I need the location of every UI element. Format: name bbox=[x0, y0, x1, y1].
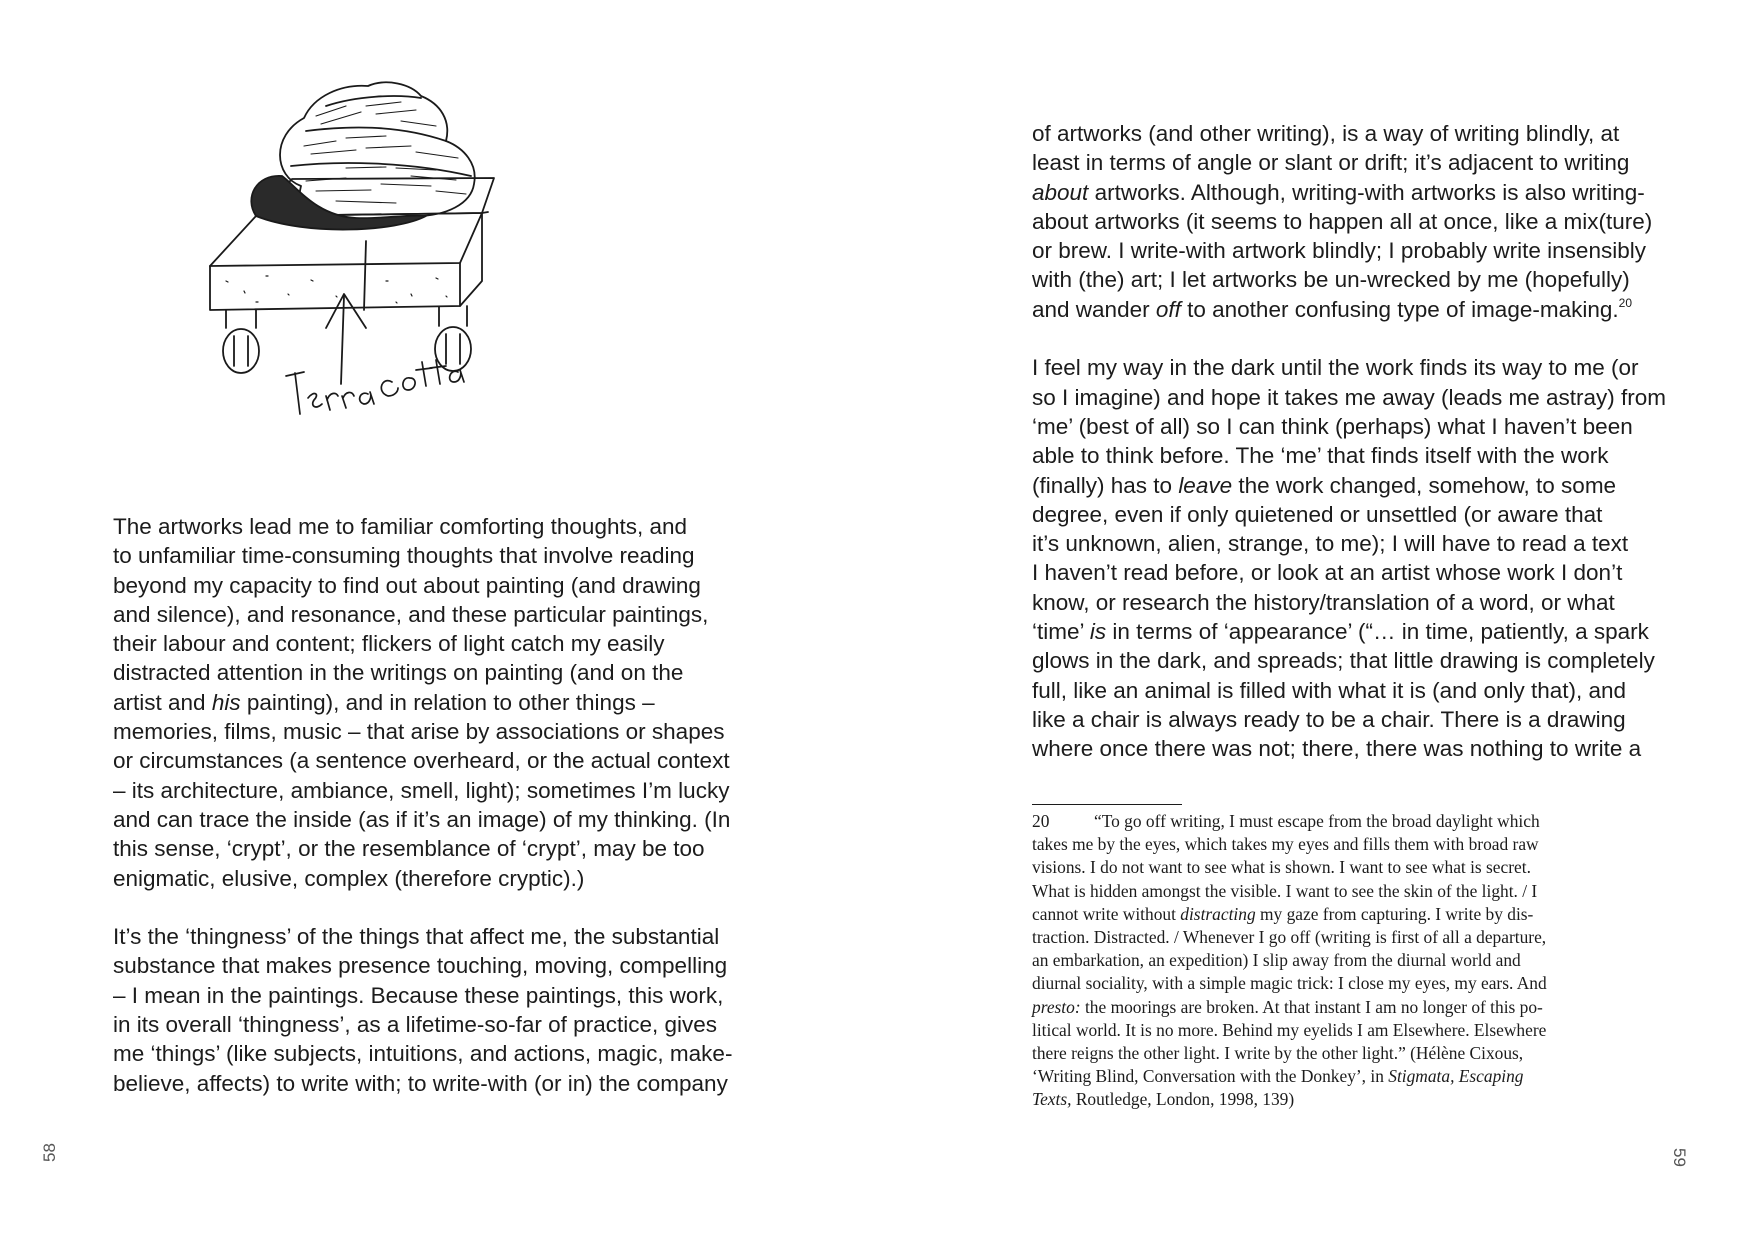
text-line: It’s the ‘thingness’ of the things that affect me, the substantial bbox=[113, 924, 720, 950]
footnote-line: an embarkation, an expedition) I slip away from the diurnal world and bbox=[1032, 950, 1521, 971]
text-line: I haven’t read before, or look at an artist whose work I don’t bbox=[1032, 560, 1623, 586]
text-line: degree, even if only quietened or unsettled (or aware that bbox=[1032, 501, 1603, 527]
text-line: of artworks (and other writing), is a way of writing blindly, at bbox=[1032, 121, 1620, 146]
text-line: their labour and content; flickers of light catch my easily bbox=[113, 631, 665, 657]
footnote bbox=[1032, 810, 1652, 1112]
page-number: 59 bbox=[1670, 1148, 1689, 1167]
text-line: me ‘things’ (like subjects, intuitions, and actions, magic, make- bbox=[113, 1041, 733, 1067]
text-line: to unfamiliar time-consuming thoughts that involve reading bbox=[113, 543, 695, 569]
text-line: in its overall ‘thingness’, as a lifetime-so-far of practice, gives bbox=[113, 1012, 717, 1038]
text-line: I feel my way in the dark until the work finds its way to me (or bbox=[1032, 355, 1639, 381]
right-page bbox=[874, 0, 1748, 1240]
footnote-line: visions. I do not want to see what is shown. I want to see what is secret. bbox=[1032, 857, 1531, 878]
footnote-divider bbox=[1032, 804, 1182, 805]
footnote-line: ‘Writing Blind, Conversation with the Donkey’, in Stigmata, Escaping bbox=[1032, 1066, 1524, 1087]
right-body-text bbox=[1032, 119, 1666, 764]
text-line: like a chair is always ready to be a chair. There is a drawing bbox=[1032, 706, 1626, 732]
text-line: ‘time’ is in terms of ‘appearance’ (“… in time, patiently, a spark bbox=[1032, 619, 1649, 645]
page-number: 58 bbox=[40, 1143, 59, 1162]
text-line: or brew. I write-with artwork blindly; I probably write insensibly bbox=[1032, 238, 1646, 264]
footnote-line: cannot write without distracting my gaze from capturing. I write by dis- bbox=[1032, 903, 1534, 924]
footnote-line: 20 “To go off writing, I must escape from the broad daylight which bbox=[1032, 810, 1652, 833]
footnote-reference[interactable]: 20 bbox=[1618, 295, 1632, 310]
paragraph bbox=[1032, 119, 1666, 324]
text-line: artist and his painting), and in relation to other things – bbox=[113, 689, 655, 715]
text-line: full, like an animal is filled with what it is (and only that), and bbox=[1032, 677, 1627, 703]
footnote-line: traction. Distracted. / Whenever I go off (writing is first of all a departure, bbox=[1032, 927, 1547, 948]
footnote-line: What is hidden amongst the visible. I want to see the skin of the light. / I bbox=[1032, 880, 1538, 901]
text-line: – its architecture, ambiance, smell, light); sometimes I’m lucky bbox=[113, 777, 730, 803]
text-line: know, or research the history/translation of a word, or what bbox=[1032, 589, 1615, 615]
text-line: memories, films, music – that arise by associations or shapes bbox=[113, 719, 725, 745]
text-line: about artworks. Although, writing-with artworks is also writing- bbox=[1032, 179, 1645, 205]
text-line: enigmatic, elusive, complex (therefore cryptic).) bbox=[113, 865, 585, 891]
text-line: substance that makes presence touching, moving, compelling bbox=[113, 953, 728, 979]
text-line: glows in the dark, and spreads; that little drawing is completely bbox=[1032, 648, 1655, 674]
text-line: or circumstances (a sentence overheard, or the actual context bbox=[113, 748, 730, 774]
text-line: this sense, ‘crypt’, or the resemblance of ‘crypt’, may be too bbox=[113, 836, 705, 862]
footnote-line: there reigns the other light. I write by the other light.” (Hélène Cixous, bbox=[1032, 1043, 1524, 1064]
text-line: about artworks (it seems to happen all at once, like a mix(ture) bbox=[1032, 208, 1653, 234]
footnote-line: Texts, Routledge, London, 1998, 139) bbox=[1032, 1089, 1295, 1110]
text-line: least in terms of angle or slant or drift; it’s adjacent to writing bbox=[1032, 150, 1630, 176]
text-line: The artworks lead me to familiar comforting thoughts, and bbox=[113, 514, 688, 539]
text-line: (finally) has to leave the work changed, somehow, to some bbox=[1032, 472, 1617, 498]
text-line: distracted attention in the writings on painting (and on the bbox=[113, 660, 684, 686]
text-line: believe, affects) to write with; to write-with (or in) the company bbox=[113, 1070, 728, 1096]
footnote-line: takes me by the eyes, which takes my eyes and fills them with broad raw bbox=[1032, 834, 1539, 855]
text-line: ‘me’ (best of all) so I can think (perhaps) what I haven’t been bbox=[1032, 413, 1633, 439]
terracotta-sculpture-sketch bbox=[196, 66, 496, 466]
text-line: able to think before. The ‘me’ that finds itself with the work bbox=[1032, 443, 1609, 469]
footnote-number: 20 bbox=[1032, 811, 1050, 831]
text-line: and silence), and resonance, and these particular paintings, bbox=[113, 601, 709, 627]
paragraph bbox=[113, 922, 732, 1098]
footnote-line: diurnal sociality, with a simple magic trick: I close my eyes, my ears. And bbox=[1032, 973, 1547, 994]
paragraph bbox=[1032, 353, 1666, 763]
text-line: and can trace the inside (as if it’s an image) of my thinking. (In bbox=[113, 806, 731, 832]
paragraph bbox=[113, 512, 732, 893]
text-line: and wander off to another confusing type of image-making.$^{20}$ bbox=[1032, 295, 1632, 322]
text-line: so I imagine) and hope it takes me away (leads me astray) from bbox=[1032, 384, 1667, 410]
text-line: – I mean in the paintings. Because these paintings, this work, bbox=[113, 982, 724, 1008]
text-line: beyond my capacity to find out about painting (and drawing bbox=[113, 572, 701, 598]
left-body-text bbox=[113, 512, 732, 1098]
text-line: where once there was not; there, there was nothing to write a bbox=[1032, 736, 1642, 762]
footnote-line: litical world. It is no more. Behind my eyelids I am Elsewhere. Elsewhere bbox=[1032, 1019, 1547, 1040]
footnote-line: presto: the moorings are broken. At that instant I am no longer of this po- bbox=[1032, 996, 1543, 1017]
text-line: it’s unknown, alien, strange, to me); I will have to read a text bbox=[1032, 531, 1629, 557]
text-line: with (the) art; I let artworks be un-wrecked by me (hopefully) bbox=[1032, 267, 1630, 293]
